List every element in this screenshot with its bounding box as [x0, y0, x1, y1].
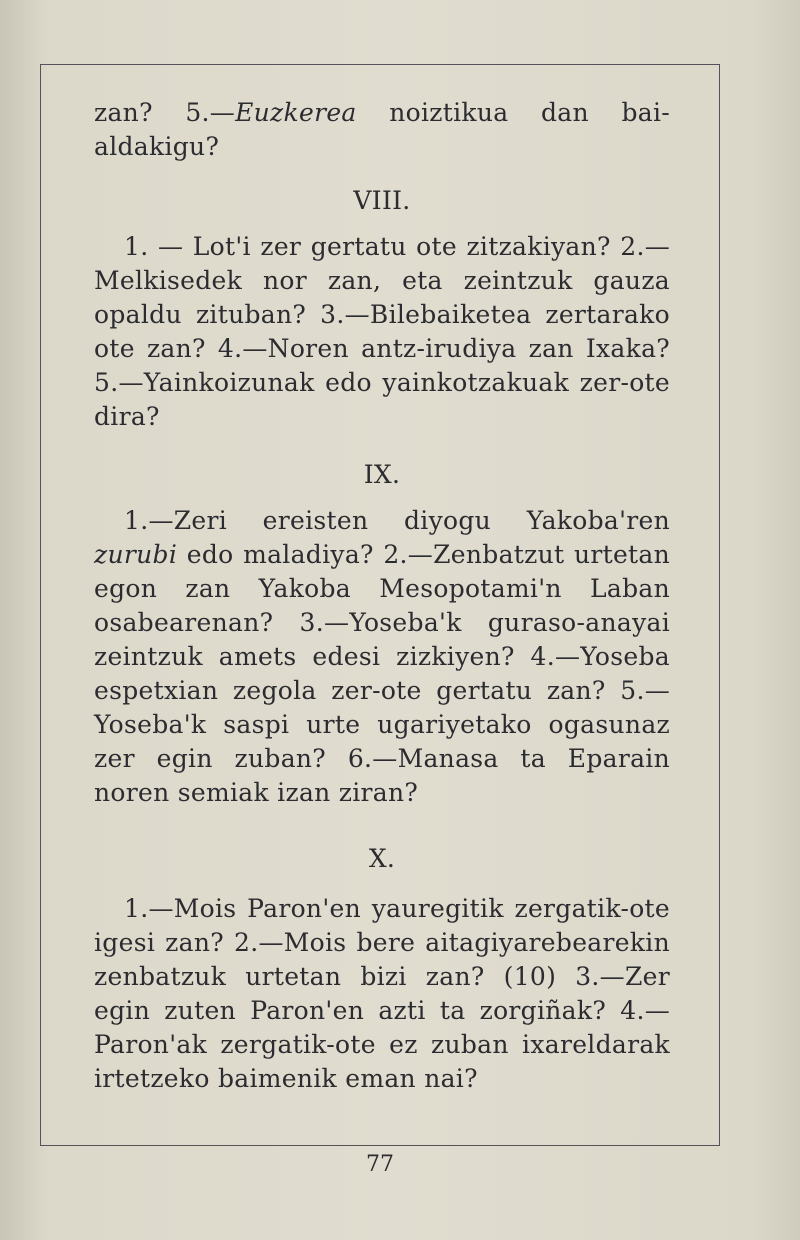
section-viii-lead: 1. — Lot'i zer gertatu ote zitzakiyan? 2.—Melkisedek nor zan, eta zeintzuk gauza opaldu zituban? 3.—Bilebaiketea zertarako ote zan? 4.—Noren antz-irudiya zan Ixaka? 5.—Yainkoizunak edo yainkotzakuak zer-ote dira? — [94, 232, 670, 431]
section-ix-lead: 1.—Zeri ereisten diyogu Yakoba'ren — [124, 506, 670, 535]
continuation-paragraph — [94, 96, 670, 164]
section-ix-tail: edo maladiya? 2.—Zenbatzut urtetan egon zan Yakoba Mesopotami'n Laban osabearenan? 3.—Yoseba'k guraso-anayai zeintzuk amets edesi zizkiyen? 4.—Yoseba espetxian zegola zer-ote gertatu zan? 5.—Yoseba'k saspi urte ugariyetako ogasunaz zer egin zuban? 6.—Manasa ta Eparain noren semiak izan ziran? — [94, 540, 670, 807]
section-paragraph-ix — [94, 504, 670, 810]
section-heading-ix: IX. — [363, 460, 401, 489]
page-body — [94, 96, 670, 1096]
section-paragraph-viii — [94, 230, 670, 434]
section-x-lead: 1.—Mois Paron'en yauregitik zergatik-ote igesi zan? 2.—Mois bere aitagiyarebearekin zenbatzuk urtetan bizi zan? (10) 3.—Zer egin zuten Paron'en azti ta zorgiñak? 4.—Paron'ak zergatik-ote ez zuban ixareldarak irtetzeko baimenik eman nai? — [94, 894, 670, 1093]
page-number: 77 — [366, 1152, 394, 1177]
continuation-lead: zan? 5.— — [94, 98, 236, 127]
section-heading-viii: VIII. — [353, 186, 411, 215]
section-heading-x: X. — [368, 844, 396, 873]
continuation-italic: Euzkerea — [235, 98, 357, 127]
continuation-tail: noiztikua dan bai-aldakigu? — [94, 98, 671, 161]
section-ix-italic: zurubi — [94, 540, 178, 569]
section-paragraph-x — [94, 892, 670, 1096]
